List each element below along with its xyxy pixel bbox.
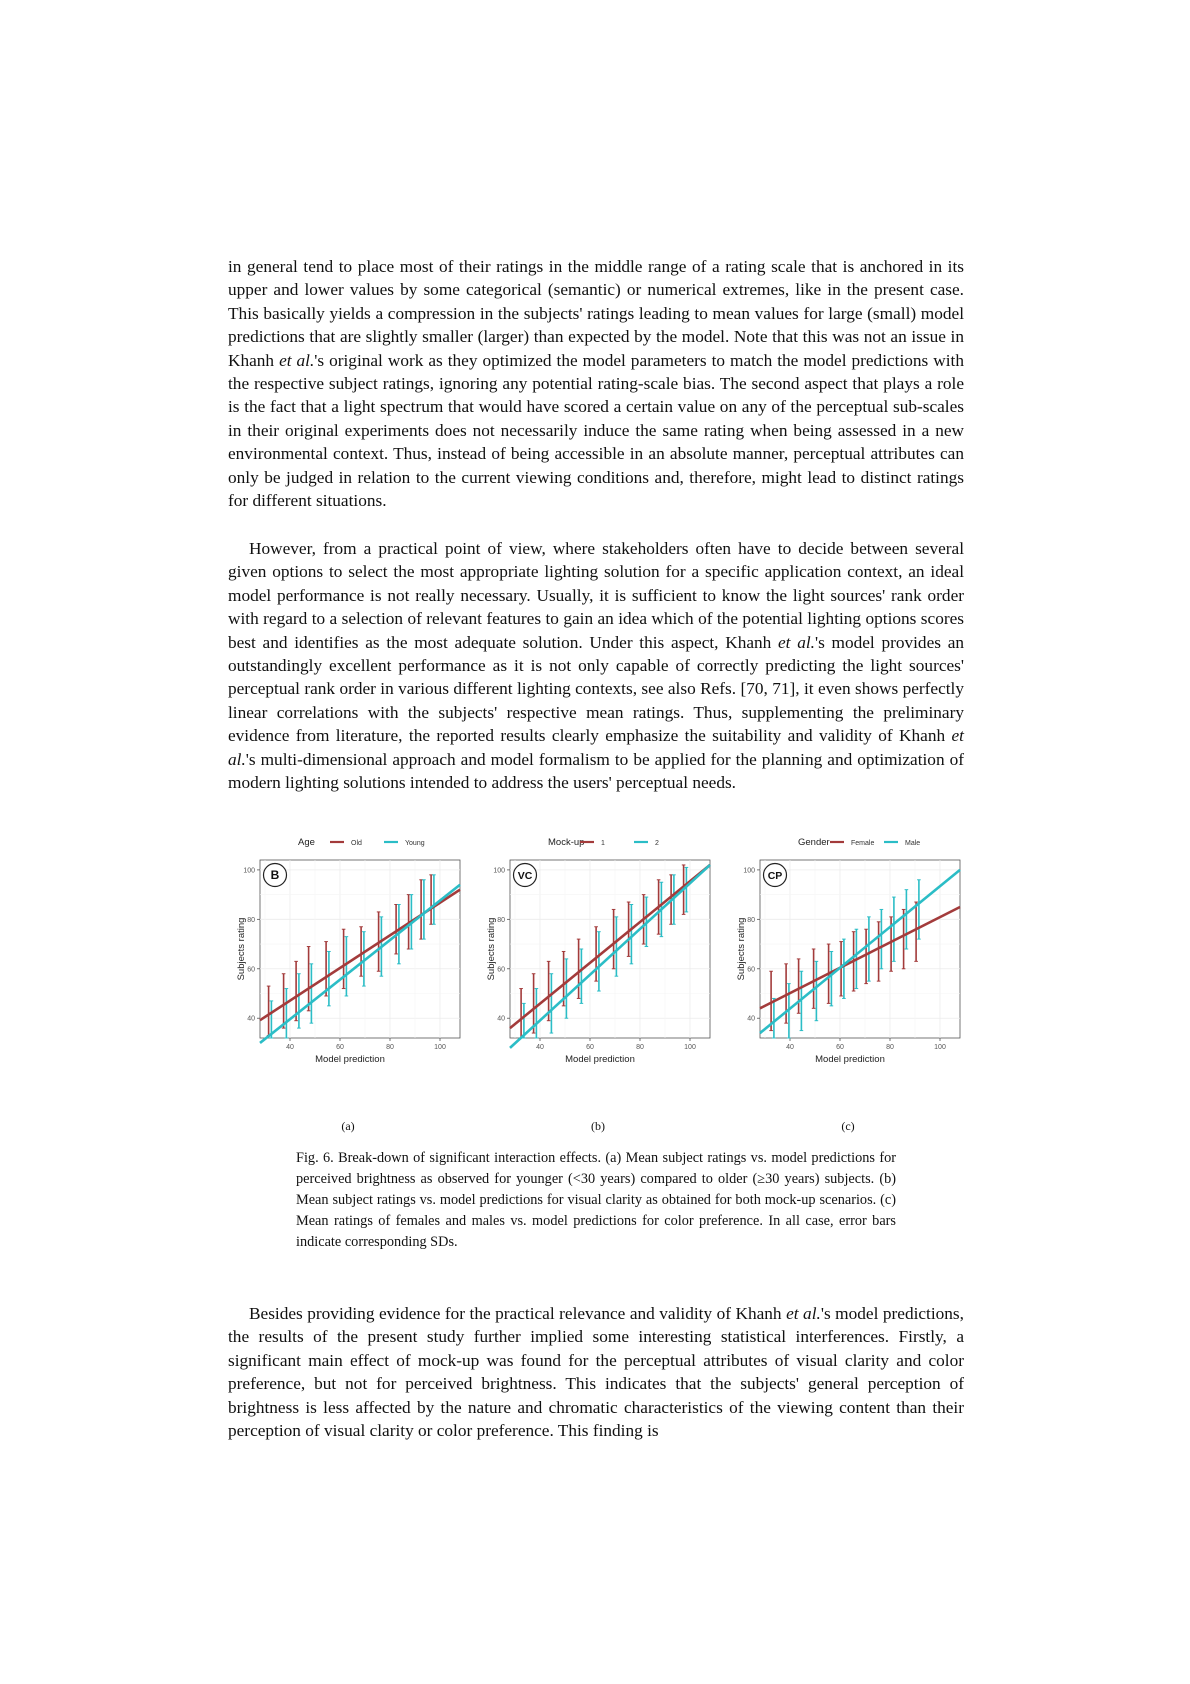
y-axis-title: Subjects rating xyxy=(236,917,247,981)
italic-run: et al. xyxy=(279,350,315,370)
italic-run: et al. xyxy=(228,726,964,769)
y-tick-label: 100 xyxy=(493,867,505,875)
text-run: However, from a practical point of view, where stakeholders often have to decide between several given options to select the most appropriate lighting solution for a specific application context, an ideal model performance is not really necessary. Usually, it is sufficient to know the light sources' rank order with regard to a selection of relevant features to gain an idea which of the potential lighting options scores best and identifies as the most adequate solution. Under this aspect, Khanh xyxy=(228,539,964,652)
y-axis-title: Subjects rating xyxy=(486,917,497,981)
x-tick-label: 100 xyxy=(934,1044,946,1051)
figure-6 xyxy=(0,835,1190,1135)
panel-sub-label: (b) xyxy=(591,1119,605,1133)
text-run: 's multi-dimensional approach and model formalism to be applied for the planning and optimization of modern lighting solutions intended to address the users' perceptual needs. xyxy=(228,749,964,793)
italic-run: et al. xyxy=(778,632,815,652)
x-tick-label: 60 xyxy=(836,1044,844,1051)
y-tick-label: 100 xyxy=(243,867,255,875)
x-tick-label: 80 xyxy=(386,1044,394,1051)
legend-title: Gender xyxy=(798,837,830,848)
y-tick-label: 80 xyxy=(747,916,755,924)
legend xyxy=(298,837,425,848)
figure-caption: Fig. 6. Break-down of significant interaction effects. (a) Mean subject ratings vs. model predictions for perceived brightness as observed for younger (<30 years) compared to older (≥30 years) subjects. (b) Mean subject ratings vs. model predictions for visual clarity as obtained for both mock-up scenarios. (c) Mean ratings of females and males vs. model predictions for color preference. In all case, error bars indicate corresponding SDs. xyxy=(296,1150,896,1250)
y-tick-label: 40 xyxy=(247,1015,255,1023)
x-axis-title: Model prediction xyxy=(565,1054,635,1065)
legend-label: Female xyxy=(851,840,875,847)
panel-b xyxy=(480,835,720,1135)
panel-c xyxy=(730,835,970,1135)
panel-badge-label: CP xyxy=(767,870,783,882)
y-tick-label: 40 xyxy=(747,1015,755,1023)
x-tick-label: 60 xyxy=(336,1044,344,1051)
y-tick-label: 100 xyxy=(743,867,755,875)
chart-clarity-mockup xyxy=(480,835,720,1135)
legend-label: Young xyxy=(405,840,425,847)
panel-a xyxy=(230,835,470,1135)
legend-title: Mock-up xyxy=(548,837,585,848)
panel-badge xyxy=(264,864,287,887)
x-tick-label: 40 xyxy=(786,1044,794,1051)
y-axis-title: Subjects rating xyxy=(736,917,747,981)
legend-label: 2 xyxy=(655,840,659,847)
text-run: 's model predictions, the results of the present study further implied some interesting statistical interferences. Firstly, a significant main effect of mock-up was found for the perceptual attributes of visual clarity and color preference, but not for perceived brightness. This indicates that the subjects' general perception of brightness is less affected by the nature and chromatic characteristics of the viewing content than their perception of visual clarity or color preference. This finding is xyxy=(228,1304,964,1441)
legend-label: Old xyxy=(351,840,362,847)
x-tick-label: 60 xyxy=(586,1044,594,1051)
x-tick-label: 100 xyxy=(684,1044,696,1051)
x-tick-label: 80 xyxy=(636,1044,644,1051)
italic-run: et al. xyxy=(786,1304,821,1323)
legend xyxy=(548,837,659,848)
legend-label: 1 xyxy=(601,840,605,847)
y-tick-label: 80 xyxy=(497,916,505,924)
y-tick-label: 60 xyxy=(497,966,505,974)
y-tick-label: 60 xyxy=(247,966,255,974)
panel-badge-label: B xyxy=(270,868,280,882)
chart-brightness-age xyxy=(230,835,470,1135)
y-tick-label: 40 xyxy=(497,1015,505,1023)
x-tick-label: 40 xyxy=(536,1044,544,1051)
panel-badge xyxy=(764,864,787,887)
x-tick-label: 40 xyxy=(286,1044,294,1051)
x-axis-title: Model prediction xyxy=(315,1054,385,1065)
x-tick-label: 100 xyxy=(434,1044,446,1051)
legend-title: Age xyxy=(298,837,315,848)
panel-badge xyxy=(514,864,537,887)
x-tick-label: 80 xyxy=(886,1044,894,1051)
legend xyxy=(798,837,920,848)
text-run: 's original work as they optimized the model parameters to match the model predictions with the respective subject ratings, ignoring any potential rating-scale bias. The second aspect that plays a role is the fact that a light spectrum that would have scored a certain value on any of the perceptual sub-scales in their original experiments does not necessarily induce the same rating when being assessed in a new environmental context. Thus, instead of being accessible in an absolute manner, perceptual attributes can only be judged in relation to the current viewing conditions and, therefore, might lead to distinct ratings for different situations. xyxy=(228,350,964,511)
text-run: Besides providing evidence for the practical relevance and validity of Khanh xyxy=(249,1304,787,1323)
text-run: in general tend to place most of their ratings in the middle range of a rating scale that is anchored in its upper and lower values by some categorical (semantic) or numerical extremes, like in the present case. This basically yields a compression in the subjects' ratings leading to mean values for large (small) model predictions that are slightly smaller (larger) than expected by the model. Note that this was not an issue in Khanh xyxy=(228,257,964,370)
panel-badge-label: VC xyxy=(517,870,533,882)
panel-sub-label: (a) xyxy=(341,1119,355,1133)
y-tick-label: 60 xyxy=(747,966,755,974)
body-paragraph-2 xyxy=(228,537,964,794)
body-paragraph-3 xyxy=(228,1302,964,1442)
body-paragraph-1 xyxy=(228,255,964,512)
legend-label: Male xyxy=(905,840,921,847)
text-run: 's model provides an outstandingly excellent performance as it is not only capable of correctly predicting the light sources' perceptual rank order in various different lighting contexts, see also Refs. [70, 71], it even shows perfectly linear correlations with the subjects' respective mean ratings. Thus, supplementing the preliminary evidence from literature, the reported results clearly emphasize the suitability and validity of Khanh xyxy=(228,632,965,746)
panel-sub-label: (c) xyxy=(841,1119,855,1133)
y-tick-label: 80 xyxy=(247,916,255,924)
chart-preference-gender xyxy=(730,835,970,1135)
x-axis-title: Model prediction xyxy=(815,1054,885,1065)
